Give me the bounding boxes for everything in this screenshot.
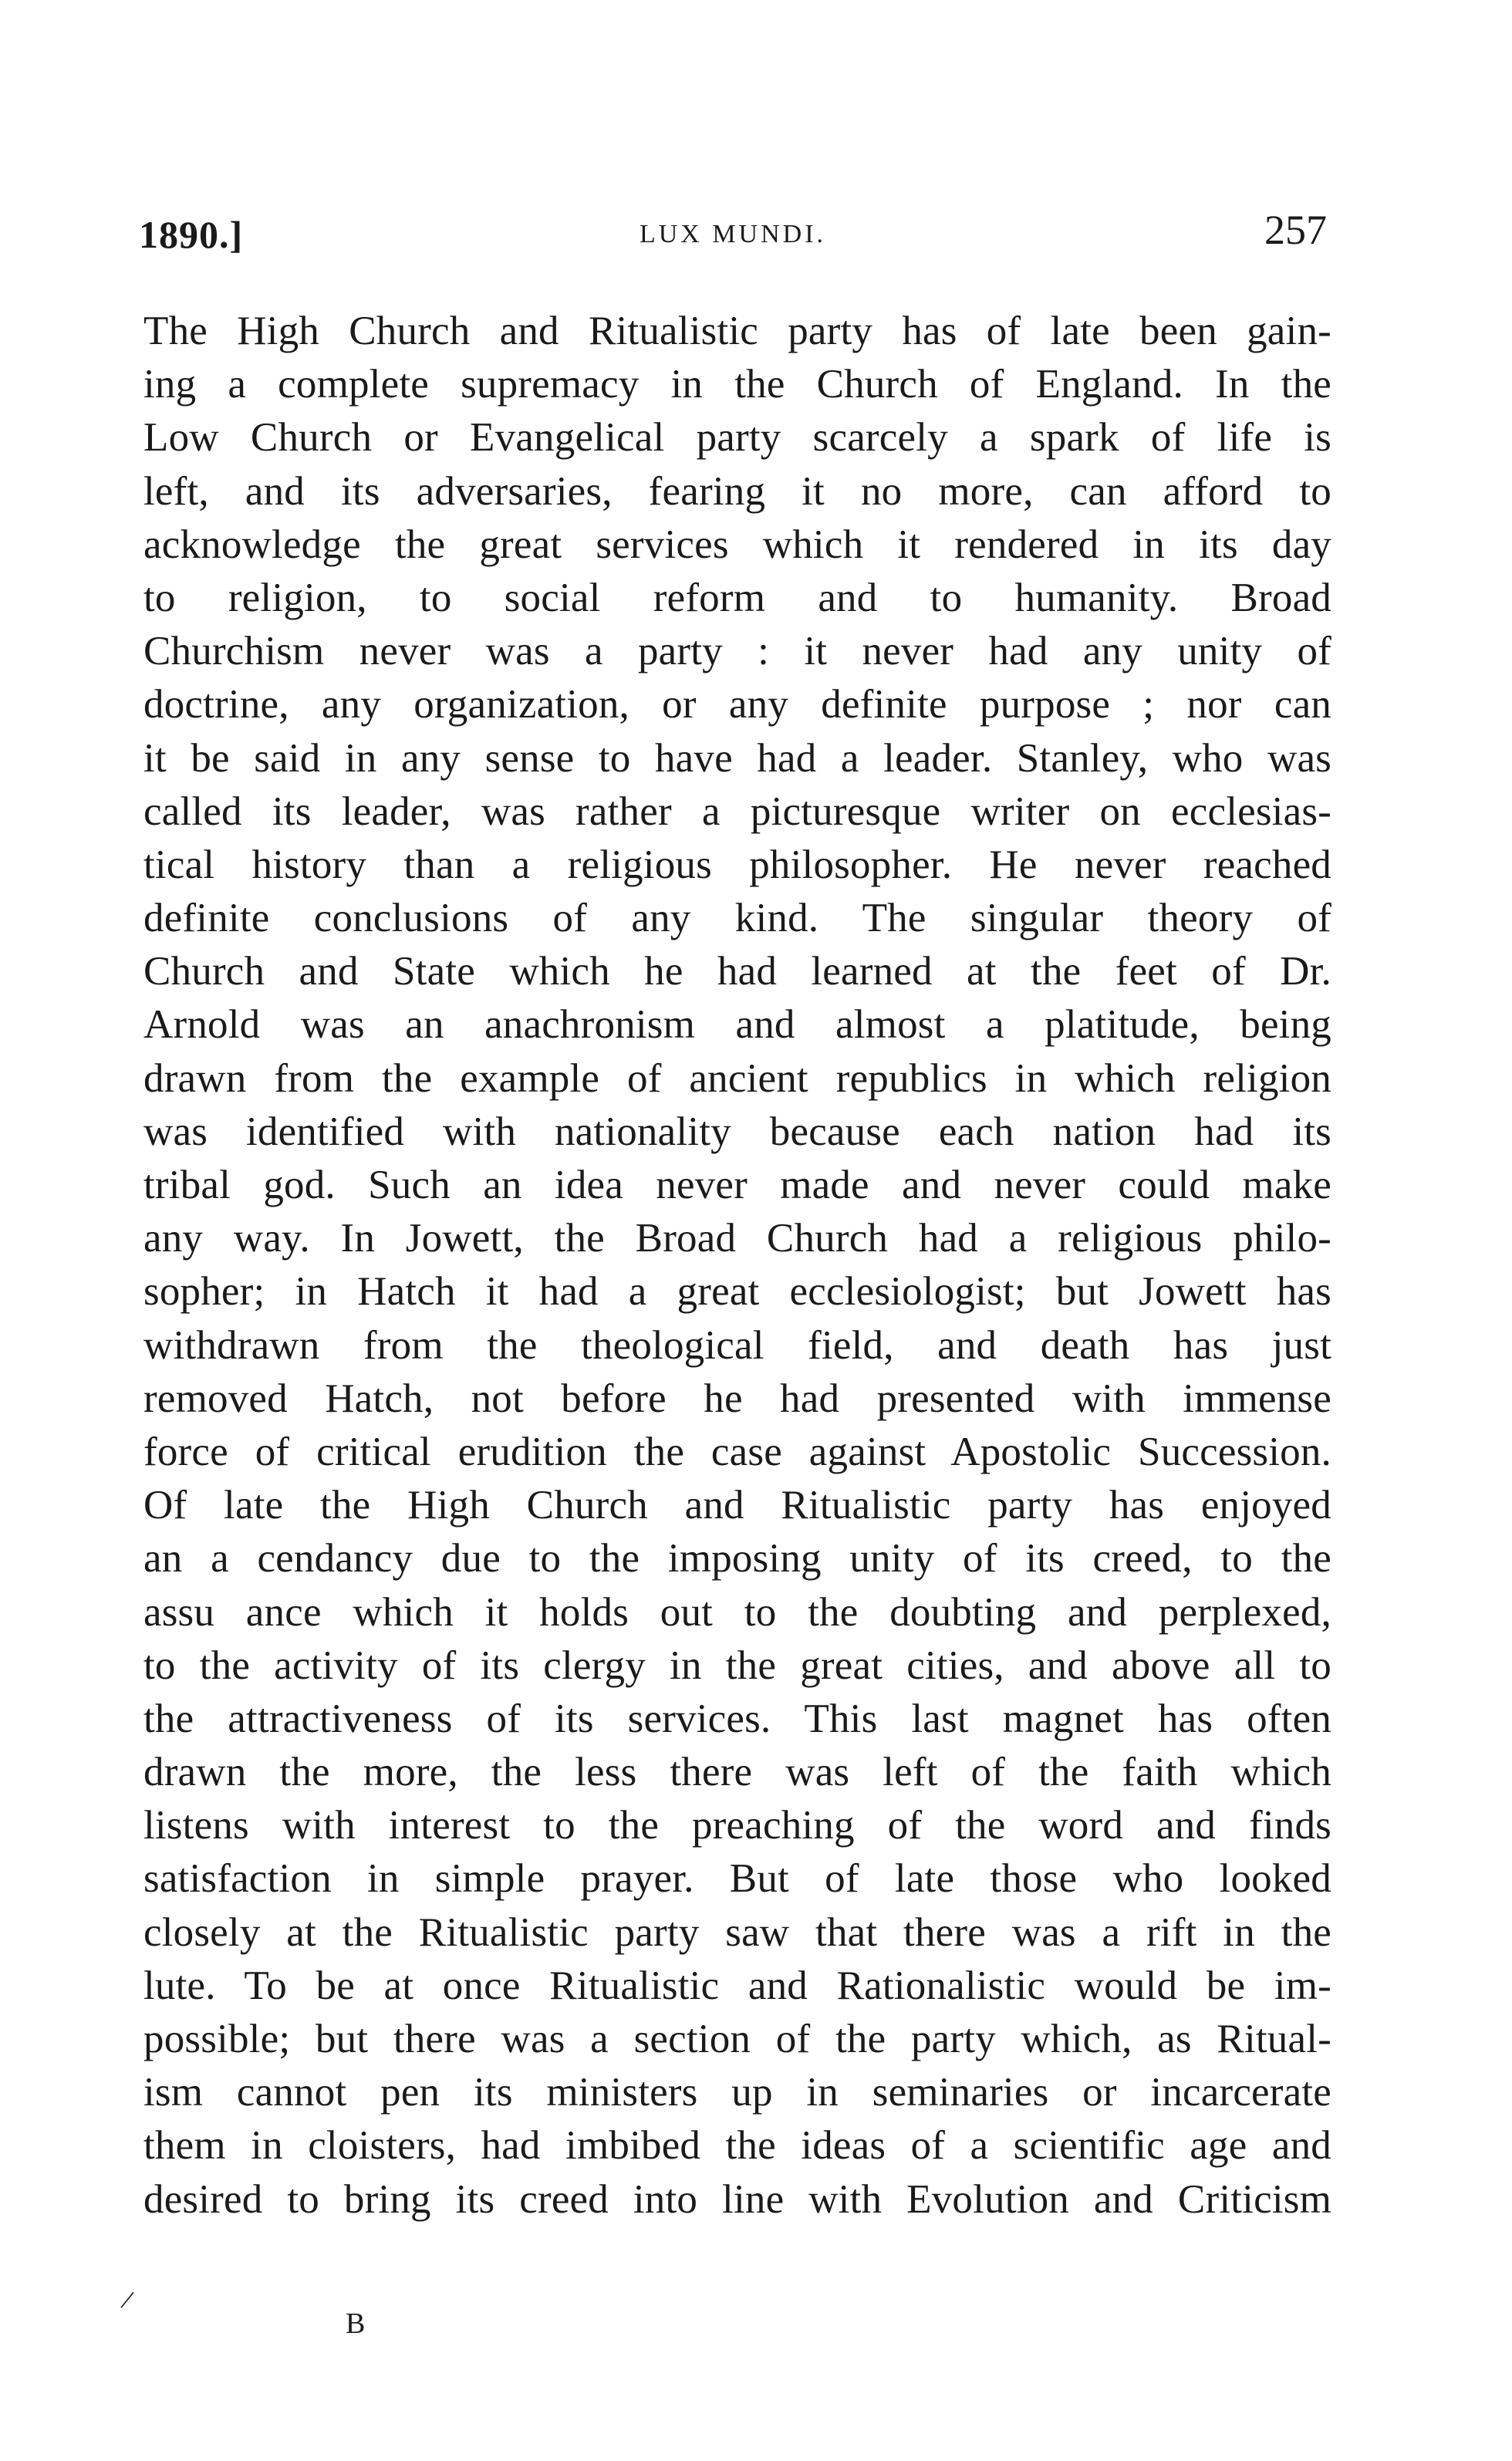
signature-mark: B <box>346 2307 366 2340</box>
text-line: listens with interest to the preaching of the word and finds <box>143 1803 1331 1848</box>
text-line: assu ance which it holds out to the doubting and perplexed, <box>143 1589 1331 1635</box>
text-line: The High Church and Ritualistic party has of late been gain- <box>143 309 1331 353</box>
text-line: drawn the more, the less there was left of the faith which <box>143 1750 1331 1795</box>
text-line: drawn from the example of ancient republics in which religion <box>143 1055 1331 1101</box>
running-head-title: LUX MUNDI. <box>639 220 827 248</box>
margin-mark: / <box>118 2284 137 2316</box>
text-line: closely at the Ritualistic party saw that there was a rift in the <box>143 1909 1331 1955</box>
text-line: Arnold was an anachronism and almost a platitude, being <box>143 1002 1331 1048</box>
text-line: lute. To be at once Ritualistic and Rationalistic would be im- <box>143 1963 1331 2008</box>
text-line: ing a complete supremacy in the Church of England. In the <box>143 362 1331 407</box>
text-line: force of critical erudition the case against Apostolic Succession. <box>143 1429 1331 1474</box>
text-line: it be said in any sense to have had a leader. Stanley, who was <box>143 735 1331 781</box>
text-line: to the activity of its clergy in the great cities, and above all to <box>143 1642 1331 1688</box>
text-line: was identified with nationality because each nation had its <box>143 1109 1331 1154</box>
text-line: Of late the High Church and Ritualistic party has enjoyed <box>143 1483 1331 1528</box>
text-line: them in cloisters, had imbibed the ideas of a scientific age and <box>143 2123 1331 2169</box>
text-line: called its leader, was rather a picturesque writer on ecclesias- <box>143 788 1331 834</box>
text-line: satisfaction in simple prayer. But of late those who looked <box>143 1856 1331 1902</box>
text-line: Church and State which he had learned at the feet of Dr. <box>143 949 1331 994</box>
text-line: any way. In Jowett, the Broad Church had a religious philo- <box>143 1216 1331 1261</box>
running-head <box>139 207 1327 266</box>
text-line: left, and its adversaries, fearing it no more, can afford to <box>143 468 1331 514</box>
text-line: to religion, to social reform and to humanity. Broad <box>143 575 1331 620</box>
body-text <box>143 305 1331 2226</box>
text-line: the attractiveness of its services. This last magnet has often <box>143 1696 1331 1741</box>
text-line: doctrine, any organization, or any definite purpose ; nor can <box>143 682 1331 727</box>
text-line: tribal god. Such an idea never made and never could make <box>143 1163 1331 1207</box>
text-line: ism cannot pen its ministers up in seminaries or incarcerate <box>143 2070 1331 2115</box>
text-line: tical history than a religious philosopher. He never reached <box>143 842 1331 887</box>
text-line: possible; but there was a section of the party which, as Ritual- <box>143 2017 1331 2061</box>
text-line: an a cendancy due to the imposing unity of its creed, to the <box>143 1536 1331 1582</box>
text-line: withdrawn from the theological field, and death has just <box>143 1322 1331 1368</box>
text-line: definite conclusions of any kind. The singular theory of <box>143 896 1331 941</box>
text-line: desired to bring its creed into line with Evolution and Criticism <box>143 2176 1331 2222</box>
text-line: Low Church or Evangelical party scarcely a spark of life is <box>143 415 1331 461</box>
text-line: removed Hatch, not before he had presented with immense <box>143 1376 1331 1421</box>
text-line: acknowledge the great services which it rendered in its day <box>143 522 1331 567</box>
page-number: 257 <box>1264 207 1327 253</box>
text-line: Churchism never was a party : it never had any unity of <box>143 629 1331 674</box>
running-head-year: 1890.] <box>139 213 244 256</box>
text-line: sopher; in Hatch it had a great ecclesiologist; but Jowett has <box>143 1269 1331 1315</box>
